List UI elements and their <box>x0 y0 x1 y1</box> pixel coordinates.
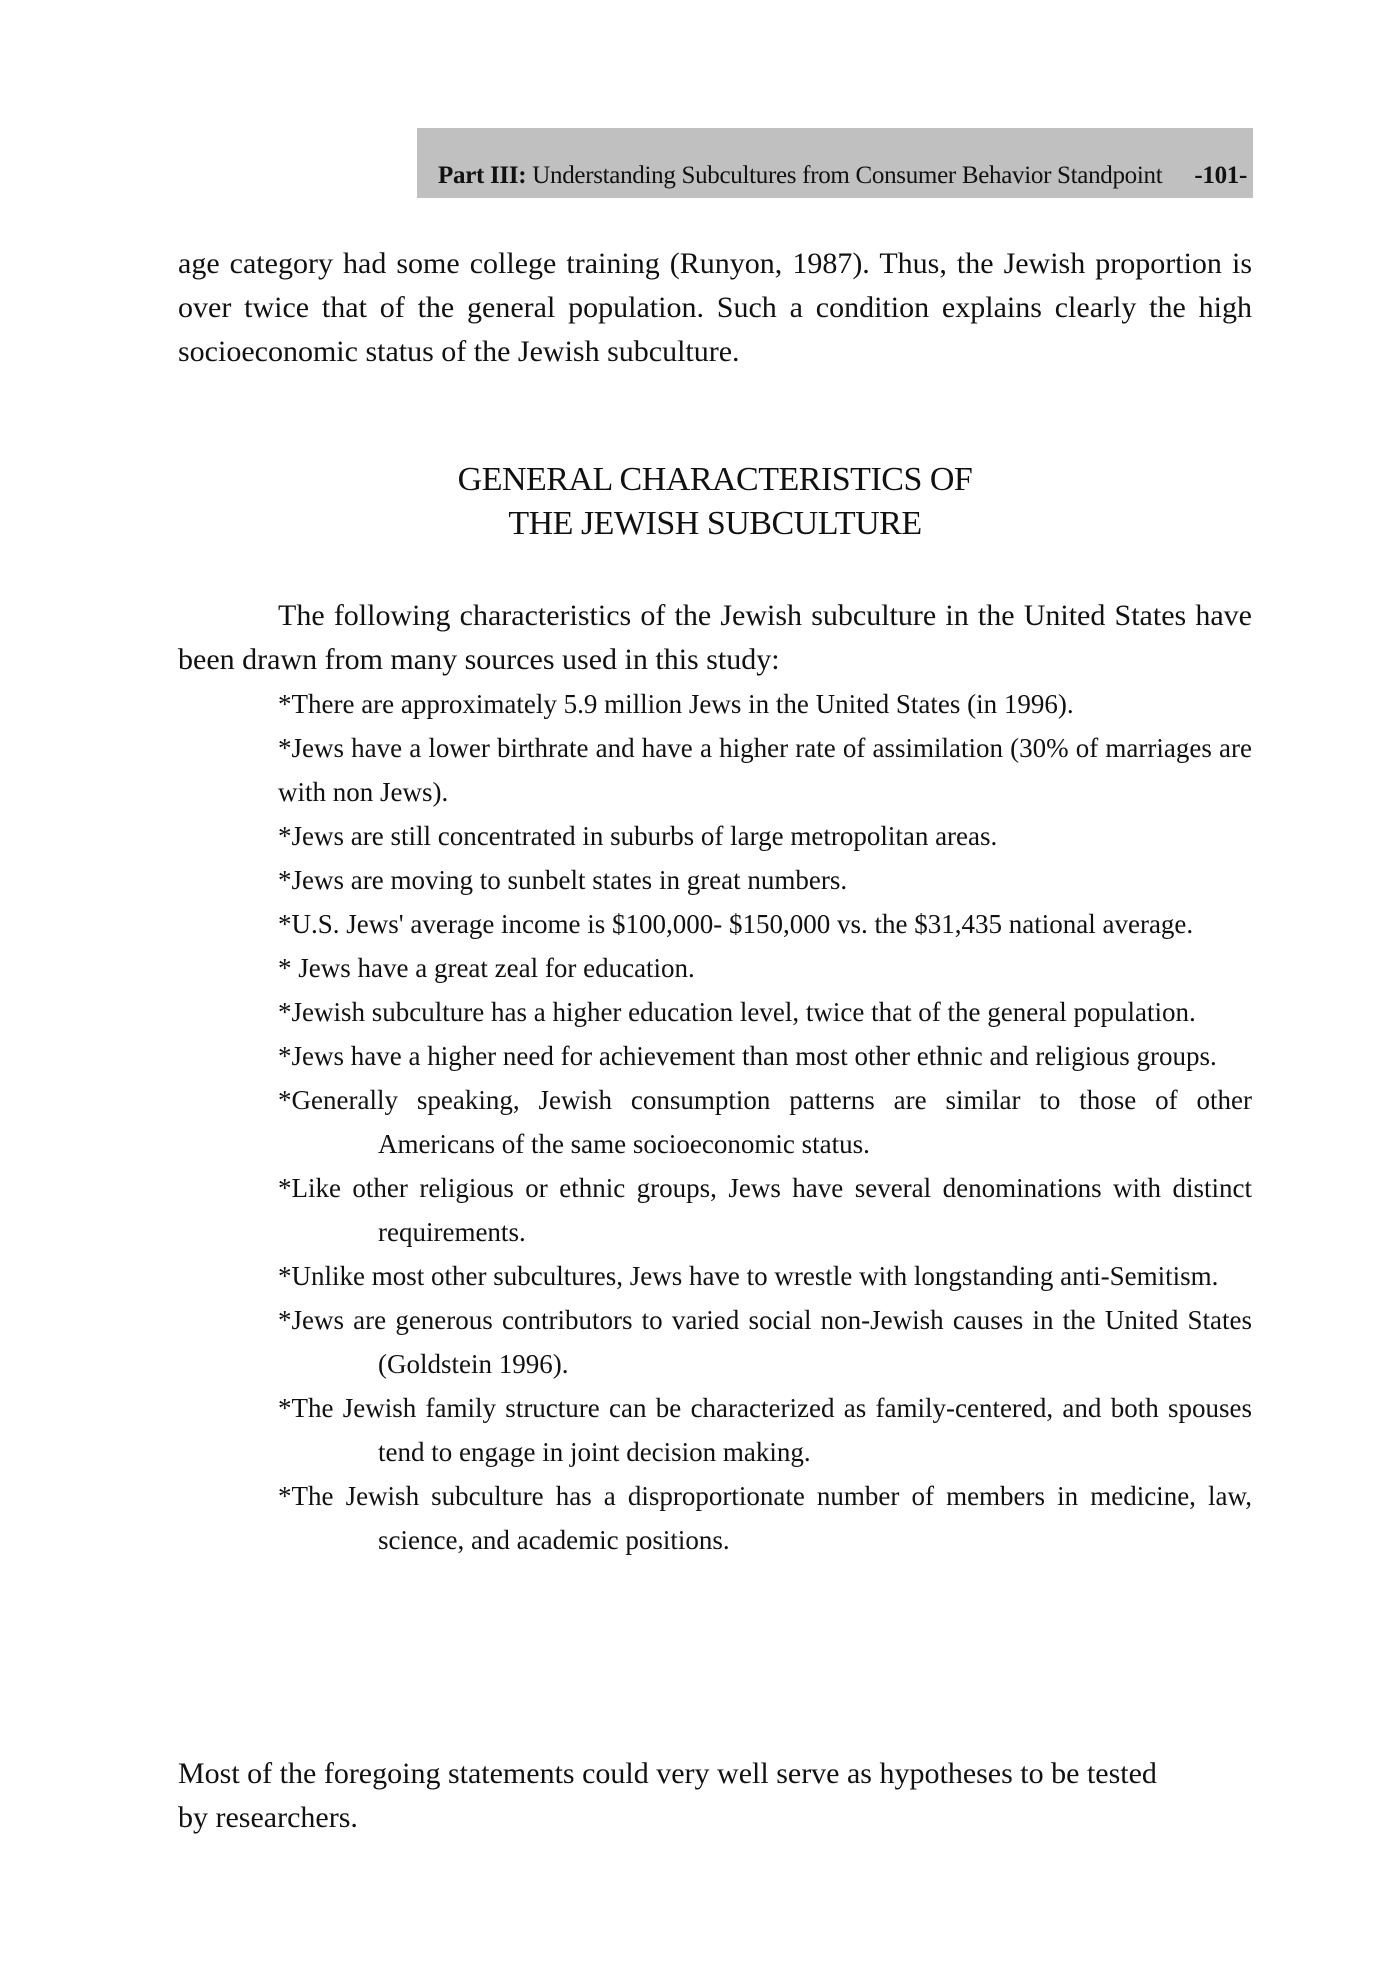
list-item: *There are approximately 5.9 million Jews in the United States (in 1996). <box>278 689 1074 719</box>
list-item: *U.S. Jews' average income is $100,000- $150,000 vs. the $31,435 national average. <box>278 909 1194 939</box>
list-item: *The Jewish family structure can be characterized as family-centered, and both spouses tend to engage in joint decision making. <box>278 1393 1252 1467</box>
running-header <box>438 162 1247 190</box>
list-item: * Jews have a great zeal for education. <box>278 953 695 983</box>
section-title-line-2: THE JEWISH SUBCULTURE <box>508 505 922 542</box>
list-item: *The Jewish subculture has a disproportionate number of members in medicine, law, science, and academic positions. <box>278 1481 1252 1555</box>
header-part-label: Part III: <box>438 162 527 189</box>
list-item: *Jews are still concentrated in suburbs of large metropolitan areas. <box>278 821 998 851</box>
list-item: *Jews have a lower birthrate and have a higher rate of assimilation (30% of marriages are with non Jews). <box>278 733 1252 807</box>
list-item: *Unlike most other subcultures, Jews have to wrestle with longstanding anti-Semitism. <box>278 1261 1219 1291</box>
running-header-bar <box>417 128 1253 198</box>
characteristics-list <box>278 682 1252 1562</box>
intro-paragraph: age category had some college training (Runyon, 1987). Thus, the Jewish proportion is over twice that of the general population. Such a condition explains clearly the high socioeconomic status of the Jewish subculture. <box>178 247 1252 368</box>
intro-block <box>178 242 1252 374</box>
list-item: *Jews have a higher need for achievement than most other ethnic and religious groups. <box>278 1041 1217 1071</box>
list-item: *Jews are moving to sunbelt states in great numbers. <box>278 865 848 895</box>
list-item: *Like other religious or ethnic groups, Jews have several denominations with distinct requirements. <box>278 1173 1252 1247</box>
page-number: -101- <box>1194 162 1247 189</box>
list-item: *Generally speaking, Jewish consumption patterns are similar to those of other Americans of the same socioeconomic status. <box>278 1085 1252 1159</box>
lead-paragraph: The following characteristics of the Jewish subculture in the United States have been drawn from many sources used in this study: <box>178 599 1252 676</box>
header-title: Understanding Subcultures from Consumer Behavior Standpoint <box>532 162 1163 189</box>
list-item: *Jews are generous contributors to varied social non-Jewish causes in the United States (Goldstein 1996). <box>278 1305 1252 1379</box>
section-title-line-1: GENERAL CHARACTERISTICS OF <box>457 461 973 498</box>
closing-paragraph: Most of the foregoing statements could very well serve as hypotheses to be tested by researchers. <box>178 1757 1157 1834</box>
list-item: *Jewish subculture has a higher education level, twice that of the general population. <box>278 997 1196 1027</box>
section-title <box>178 458 1252 546</box>
